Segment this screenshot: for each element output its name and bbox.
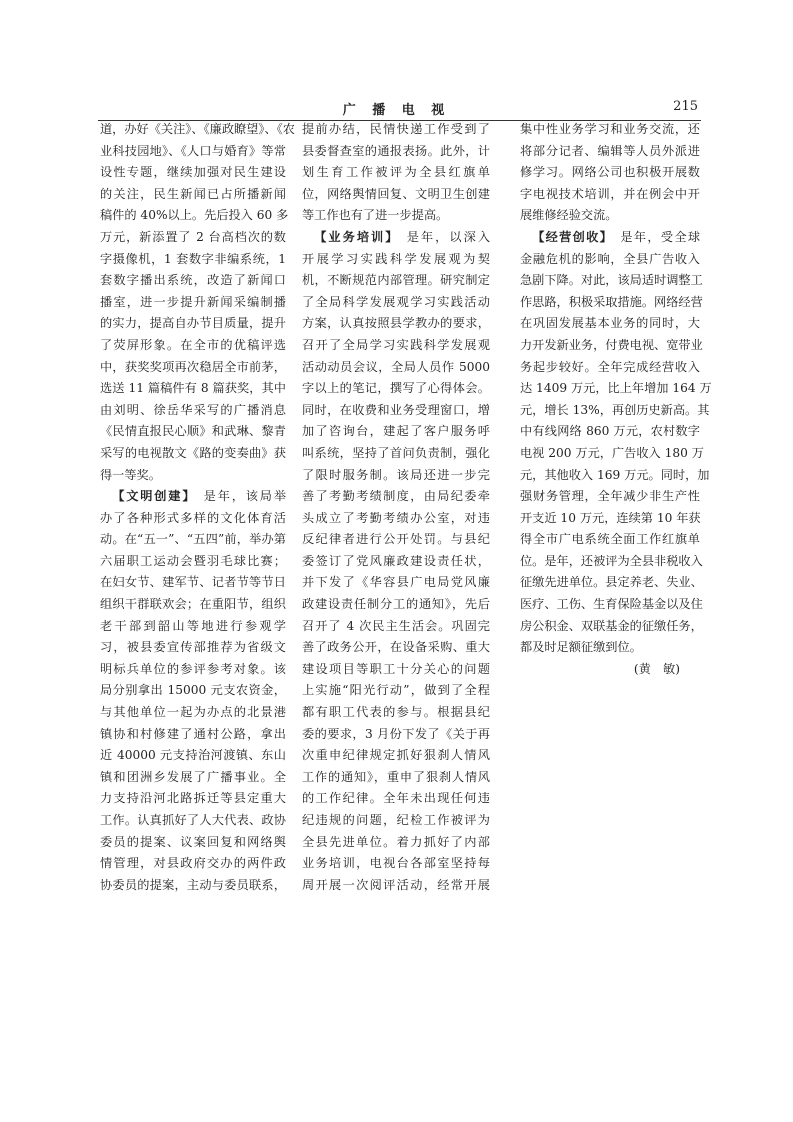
section-heading: 【业务培训】 [314,229,400,244]
text-line: 由刘明、徐岳华采写的广播消息 [100,402,286,417]
text-line-content: 是年，受全球 [620,229,701,244]
text-line: 元，增长 13%，再创历史新高。其 [520,402,710,417]
text-line: 都有职工代表的参与。根据县纪 [302,705,490,720]
text-line: 设性专题，继续加强对民生建设 [100,165,286,180]
text-line: 稿件的 40%以上。先后投入 60 多 [100,208,289,223]
text-line: 善了政务公开，在设备采购、重大 [302,640,490,655]
text-line: 播室，进一步提升新闻采编制播 [100,294,286,309]
text-line: 力支持沿河北路拆迁等县定重大 [100,791,286,806]
text-line: 字电视技术培训，并在例会中开 [520,186,700,201]
text-line: 的关注，民生新闻已占所播新闻 [100,186,286,201]
text-line: 上实施“阳光行动”，做到了全程 [302,683,490,698]
text-line: 全县先进单位。着力抓好了内部 [302,834,490,849]
text-line: 近 40000 元支持治河渡镇、东山 [100,748,286,763]
text-line-content: 是年，以深入 [406,229,491,244]
text-line: 达 1409 万元，比上年增加 164 万 [520,381,712,396]
text-line: 协委员的提案，主动与委员联系， [100,877,286,892]
text-line: 镇和团洲乡发展了广播事业。全 [100,769,286,784]
text-line: 中，获奖奖项再次稳居全市前茅， [100,359,286,374]
text-column-2 [302,119,490,896]
text-line [302,227,490,249]
text-line [520,227,700,249]
text-line: 在巩固发展基本业务的同时，大 [520,316,700,331]
text-line: 得一等奖。 [100,467,161,482]
text-line: 位，网络舆情回复、文明卫生创建 [302,186,490,201]
text-line: 将部分记者、编辑等人员外派进 [520,143,700,158]
text-line: 万元，新添置了 2 台高档次的数 [100,229,286,244]
text-line: 加了咨询台，建起了客户服务呼 [302,424,490,439]
text-line: 局分别拿出 15000 元支农资金， [100,683,286,698]
text-line: 选送 11 篇稿件有 8 篇获奖，其中 [100,381,286,396]
text-line: 纪违规的问题，纪检工作被评为 [302,813,490,827]
text-line: 头成立了考勤考绩办公室，对违 [302,510,490,525]
text-line: 委签订了党风廉政建设责任状， [302,553,490,568]
text-line: 等工作也有了进一步提高。 [302,208,449,223]
text-line: 召开了 4 次民主生活会。巩固完 [302,618,490,633]
text-line: 《民情直报民心顺》和武琳、黎青 [100,424,286,439]
text-line: 动。在“五一”、“五四”前，举办第 [100,532,286,547]
text-line: 划生育工作被评为全县红旗单 [302,165,490,180]
text-line: 展维修经验交流。 [520,208,618,223]
text-line: 情管理，对县政府交办的两件政 [100,856,286,871]
text-line: 房公积金、双联基金的征缴任务， [520,618,703,633]
text-column-1 [100,119,295,896]
text-line: 字以上的笔记，撰写了心得体会。 [302,381,490,396]
text-line: 集中性业务学习和业务交流，还 [520,122,700,136]
text-line: 县委督查室的通报表扬。此外，计 [302,143,490,158]
text-line: 了荧屏形象。在全市的优稿评选 [100,337,286,352]
section-heading: 【经营创收】 [532,229,614,244]
running-header-title: 广 播 电 视 [342,103,451,118]
text-line: 次重申纪律规定抓好狠刹人情风 [302,748,490,763]
text-line: 修学习。网络公司也积极开展数 [520,165,700,180]
text-line: 作思路，积极采取措施。网络经营 [520,294,703,309]
text-line: 与其他单位一起为办点的北景港 [100,705,286,720]
text-line: 反纪律者进行公开处罚。与县纪 [302,532,490,547]
text-line: 习，被县委宣传部推荐为省级文 [100,640,286,655]
text-line: 周开展一次阅评活动，经常开展 [302,877,490,892]
text-line: 中有线网络 860 万元，农村数字 [520,424,700,439]
text-line: 委的要求，3 月份下发了《关于再 [302,726,490,741]
text-line: 位。是年，还被评为全县非税收入 [520,553,703,568]
text-line: 字摄像机，1 套数字非编系统，1 [100,251,286,266]
text-line: 政建设责任制分工的通知》，先后 [302,597,490,612]
text-line: 金融危机的影响，全县广告收入 [520,251,700,266]
text-line: 的实力，提高自办节目质量，提升 [100,316,286,331]
text-line: 了全局科学发展观学习实践活动 [302,294,490,309]
text-line: 在妇女节、建军节、记者节等节日 [100,575,286,590]
text-line: 办了各种形式多样的文化体育活 [100,510,286,525]
text-line: 活动动员会议，全局人员作 5000 [302,359,490,374]
text-line: 道，办好《关注》、《廉政瞭望》、《农 [100,122,295,136]
text-line: 叫系统，坚持了首问负责制，强化 [302,445,490,460]
text-line: 善了考勤考绩制度，由局纪委牵 [302,489,490,504]
text-line: 医疗、工伤、生育保险基金以及住 [520,597,703,612]
text-line: 工作的通知》，重申了狠刹人情风 [302,769,490,784]
text-line: 得全市广电系统全面工作红旗单 [520,532,700,547]
text-line: 六届职工运动会暨羽毛球比赛； [100,553,286,568]
text-line: 征缴先进单位。县定养老、失业、 [520,575,703,590]
text-line: 开支近 10 万元，连续第 10 年获 [520,510,701,525]
author-signature: (黄 敏) [633,661,680,676]
text-line: 务起步较好。全年完成经营收入 [520,359,700,374]
text-column-3 [520,119,712,680]
text-line: 都及时足额征缴到位。 [520,640,642,655]
text-line: 急剧下降。对此，该局适时调整工 [520,273,703,288]
text-line: 方案，认真按照县学教办的要求， [302,316,490,331]
text-line: 镇协和村修建了通村公路，拿出 [100,726,286,741]
text-line: 元，其他收入 169 万元。同时，加 [520,467,710,482]
text-line: 的工作纪律。全年未出现任何违 [302,791,490,806]
page-number: 215 [673,99,698,114]
text-line: 老干部到韶山等地进行参观学 [100,618,286,633]
section-heading: 【文明创建】 [112,489,197,504]
text-line: 工作。认真抓好了人大代表、政协 [100,813,286,827]
text-line: 套数字播出系统，改造了新闻口 [100,273,286,288]
text-line: 力开发新业务，付费电视、宽带业 [520,337,703,352]
text-line: 了限时服务制。该局还进一步完 [302,467,490,482]
text-line: 强财务管理，全年减少非生产性 [520,489,700,504]
text-line: 委员的提案、议案回复和网络舆 [100,834,286,849]
text-line: 采写的电视散文《路的变奏曲》获 [100,445,286,460]
text-line: 开展学习实践科学发展观为契 [302,251,490,266]
text-line [100,486,286,508]
text-line: 并下发了《华容县广电局党风廉 [302,575,490,590]
text-line-content: 是年，该局举 [203,489,287,504]
text-line: 电视 200 万元，广告收入 180 万 [520,445,704,460]
text-line: 召开了全局学习实践科学发展观 [302,337,490,352]
text-line: 建设项目等职工十分关心的问题 [302,661,490,676]
text-line: 提前办结，民情快递工作受到了 [302,122,490,136]
text-line: 同时，在收费和业务受理窗口，增 [302,402,490,417]
text-line: 业务培训，电视台各部室坚持每 [302,856,490,871]
text-line: 业科技园地》、《人口与婚育》等常 [100,143,286,158]
text-line: 机，不断规范内部管理。研究制定 [302,273,490,288]
text-line: 组织干群联欢会；在重阳节，组织 [100,597,286,612]
text-line: 明标兵单位的参评参考对象。该 [100,661,286,676]
